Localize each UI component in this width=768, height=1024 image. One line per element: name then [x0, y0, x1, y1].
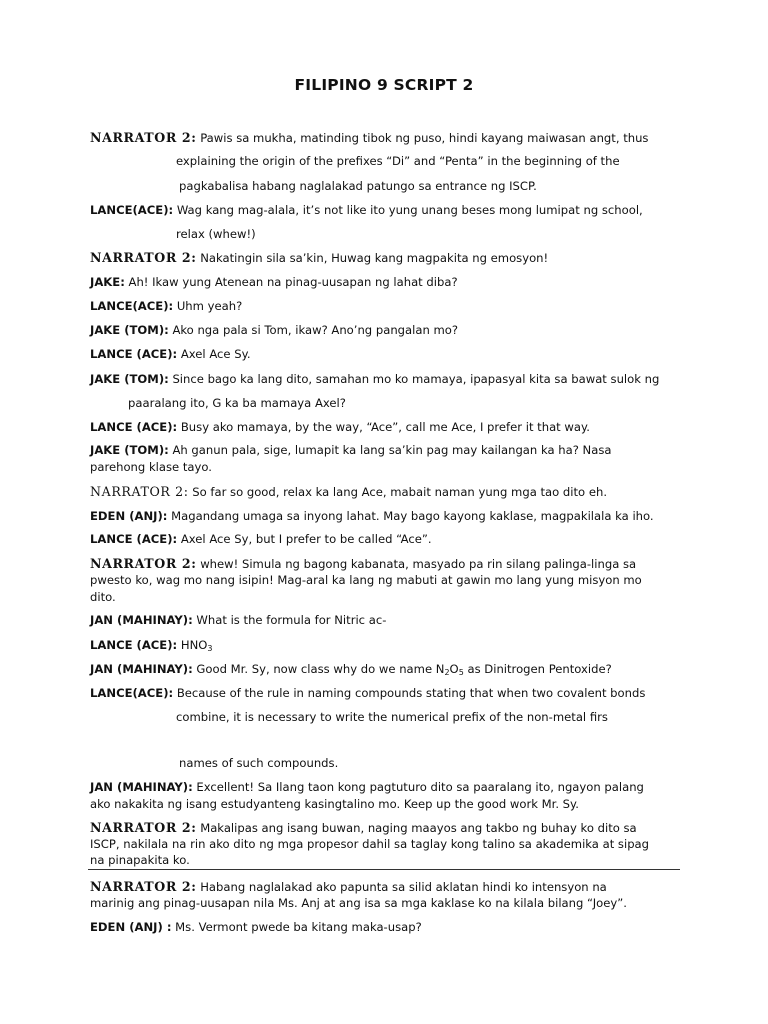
script-line	[90, 556, 636, 572]
dialogue-continuation: names of such compounds.	[179, 756, 339, 770]
speaker-label: LANCE (ACE):	[90, 532, 178, 546]
dialogue-text: Busy ako mamaya, by the way, “Ace”, call me Ace, I prefer it that way.	[177, 420, 590, 434]
speaker-label: LANCE(ACE):	[90, 299, 174, 313]
script-line	[90, 420, 590, 435]
dialogue-text: Magandang umaga sa inyong lahat. May bago kayong kaklase, magpakilala ka iho.	[167, 509, 654, 523]
speaker-label: EDEN (ANJ) :	[90, 920, 172, 934]
speaker-label: LANCE (ACE):	[90, 347, 178, 361]
dialogue-continuation: dito.	[90, 590, 116, 604]
speaker-label: NARRATOR 2:	[90, 879, 197, 894]
dialogue-text: Excellent! Sa Ilang taon kong pagtuturo dito sa paaralang ito, ngayon palang	[192, 780, 644, 794]
script-line	[90, 638, 212, 653]
dialogue-text: Since bago ka lang dito, samahan mo ko mamaya, ipapasyal kita sa bawat sulok ng	[168, 372, 660, 386]
dialogue-text: Because of the rule in naming compounds stating that when two covalent bonds	[173, 686, 646, 700]
script-line	[90, 879, 607, 895]
dialogue-continuation: ISCP, nakilala na rin ako dito ng mga propesor dahil sa taglay kong talino sa akademika at sipag	[90, 837, 650, 851]
dialogue-text: HNO	[177, 638, 208, 652]
speaker-label: NARRATOR 2:	[90, 130, 197, 145]
script-line	[90, 484, 607, 500]
dialogue-text: Good Mr. Sy, now class why do we name N	[192, 662, 445, 676]
dialogue-text: Ah! Ikaw yung Atenean na pinag-uusapan ng lahat diba?	[124, 275, 458, 289]
dialogue-text: Ah ganun pala, sige, lumapit ka lang sa’kin pag may kailangan ka ha? Nasa	[168, 443, 612, 457]
speaker-label: JAKE:	[90, 275, 125, 289]
speaker-label: JAKE (TOM):	[90, 323, 169, 337]
script-line	[90, 250, 548, 266]
script-line	[90, 509, 654, 524]
dialogue-text: Axel Ace Sy, but I prefer to be called “Ace”.	[177, 532, 432, 546]
script-line	[90, 780, 644, 795]
speaker-label: JAN (MAHINAY):	[90, 613, 193, 627]
dialogue-continuation: ako nakakita ng isang estudyanteng kasingtalino mo. Keep up the good work Mr. Sy.	[90, 797, 579, 811]
dialogue-text: What is the formula for Nitric ac-	[192, 613, 387, 627]
script-line	[90, 203, 643, 218]
speaker-label: NARRATOR 2:	[90, 556, 197, 571]
script-line	[90, 372, 659, 387]
dialogue-continuation: parehong klase tayo.	[90, 460, 212, 474]
speaker-label: JAN (MAHINAY):	[90, 662, 193, 676]
page-title: FILIPINO 9 SCRIPT 2	[294, 76, 474, 94]
subscript: 2	[444, 668, 450, 677]
script-line	[90, 613, 386, 628]
dialogue-text: Axel Ace Sy.	[177, 347, 251, 361]
script-line	[90, 662, 612, 677]
dialogue-text: Makalipas ang isang buwan, naging maayos ang takbo ng buhay ko dito sa	[196, 821, 637, 835]
dialogue-continuation: paaralang ito, G ka ba mamaya Axel?	[128, 396, 346, 410]
script-line	[90, 347, 251, 362]
script-line	[90, 323, 458, 338]
script-line	[90, 130, 648, 146]
dialogue-text: Wag kang mag-alala, it’s not like ito yung unang beses mong lumipat ng school,	[173, 203, 643, 217]
dialogue-text: O	[449, 662, 459, 676]
subscript: 3	[207, 644, 213, 653]
dialogue-continuation: relax (whew!)	[176, 227, 256, 241]
dialogue-continuation: marinig ang pinag-uusapan nila Ms. Anj at ang isa sa mga kaklase ko na kilala bilang “Joey”.	[90, 896, 627, 910]
script-line	[90, 443, 611, 458]
subscript: 5	[458, 668, 464, 677]
dialogue-text: whew! Simula ng bagong kabanata, masyado pa rin silang palinga-linga sa	[196, 557, 637, 571]
script-line	[90, 299, 242, 314]
speaker-label: NARRATOR 2:	[90, 250, 197, 265]
speaker-label: LANCE (ACE):	[90, 420, 178, 434]
dialogue-text: Ms. Vermont pwede ba kitang maka-usap?	[171, 920, 422, 934]
speaker-label: EDEN (ANJ):	[90, 509, 168, 523]
dialogue-continuation: explaining the origin of the prefixes “Di” and “Penta” in the beginning of the	[176, 154, 620, 168]
dialogue-text: Nakatingin sila sa’kin, Huwag kang magpakita ng emosyon!	[196, 251, 549, 265]
dialogue-text: Pawis sa mukha, matinding tibok ng puso, hindi kayang maiwasan angt, thus	[196, 131, 649, 145]
speaker-label: JAKE (TOM):	[90, 443, 169, 457]
script-line	[90, 275, 458, 290]
script-line	[90, 920, 422, 935]
dialogue-continuation: combine, it is necessary to write the numerical prefix of the non-metal firs	[176, 710, 608, 724]
section-divider	[88, 869, 680, 870]
dialogue-continuation: na pinapakita ko.	[90, 853, 190, 867]
dialogue-text: Habang naglalakad ako papunta sa silid aklatan hindi ko intensyon na	[196, 880, 607, 894]
speaker-label: LANCE(ACE):	[90, 686, 174, 700]
script-line	[90, 686, 645, 701]
speaker-label: NARRATOR 2:	[90, 820, 197, 835]
dialogue-text: as Dinitrogen Pentoxide?	[463, 662, 612, 676]
speaker-label: LANCE (ACE):	[90, 638, 178, 652]
dialogue-continuation: pagkabalisa habang naglalakad patungo sa entrance ng ISCP.	[179, 179, 537, 193]
dialogue-continuation: pwesto ko, wag mo nang isipin! Mag-aral ka lang ng mabuti at gawin mo lang yung misyon mo	[90, 573, 642, 587]
speaker-label: NARRATOR 2:	[90, 484, 189, 499]
dialogue-text: Ako nga pala si Tom, ikaw? Ano’ng pangalan mo?	[168, 323, 459, 337]
speaker-label: JAKE (TOM):	[90, 372, 169, 386]
speaker-label: LANCE(ACE):	[90, 203, 174, 217]
speaker-label: JAN (MAHINAY):	[90, 780, 193, 794]
script-line	[90, 532, 432, 547]
script-line	[90, 820, 637, 836]
dialogue-text: So far so good, relax ka lang Ace, mabait naman yung mga tao dito eh.	[188, 485, 608, 499]
dialogue-text: Uhm yeah?	[173, 299, 243, 313]
